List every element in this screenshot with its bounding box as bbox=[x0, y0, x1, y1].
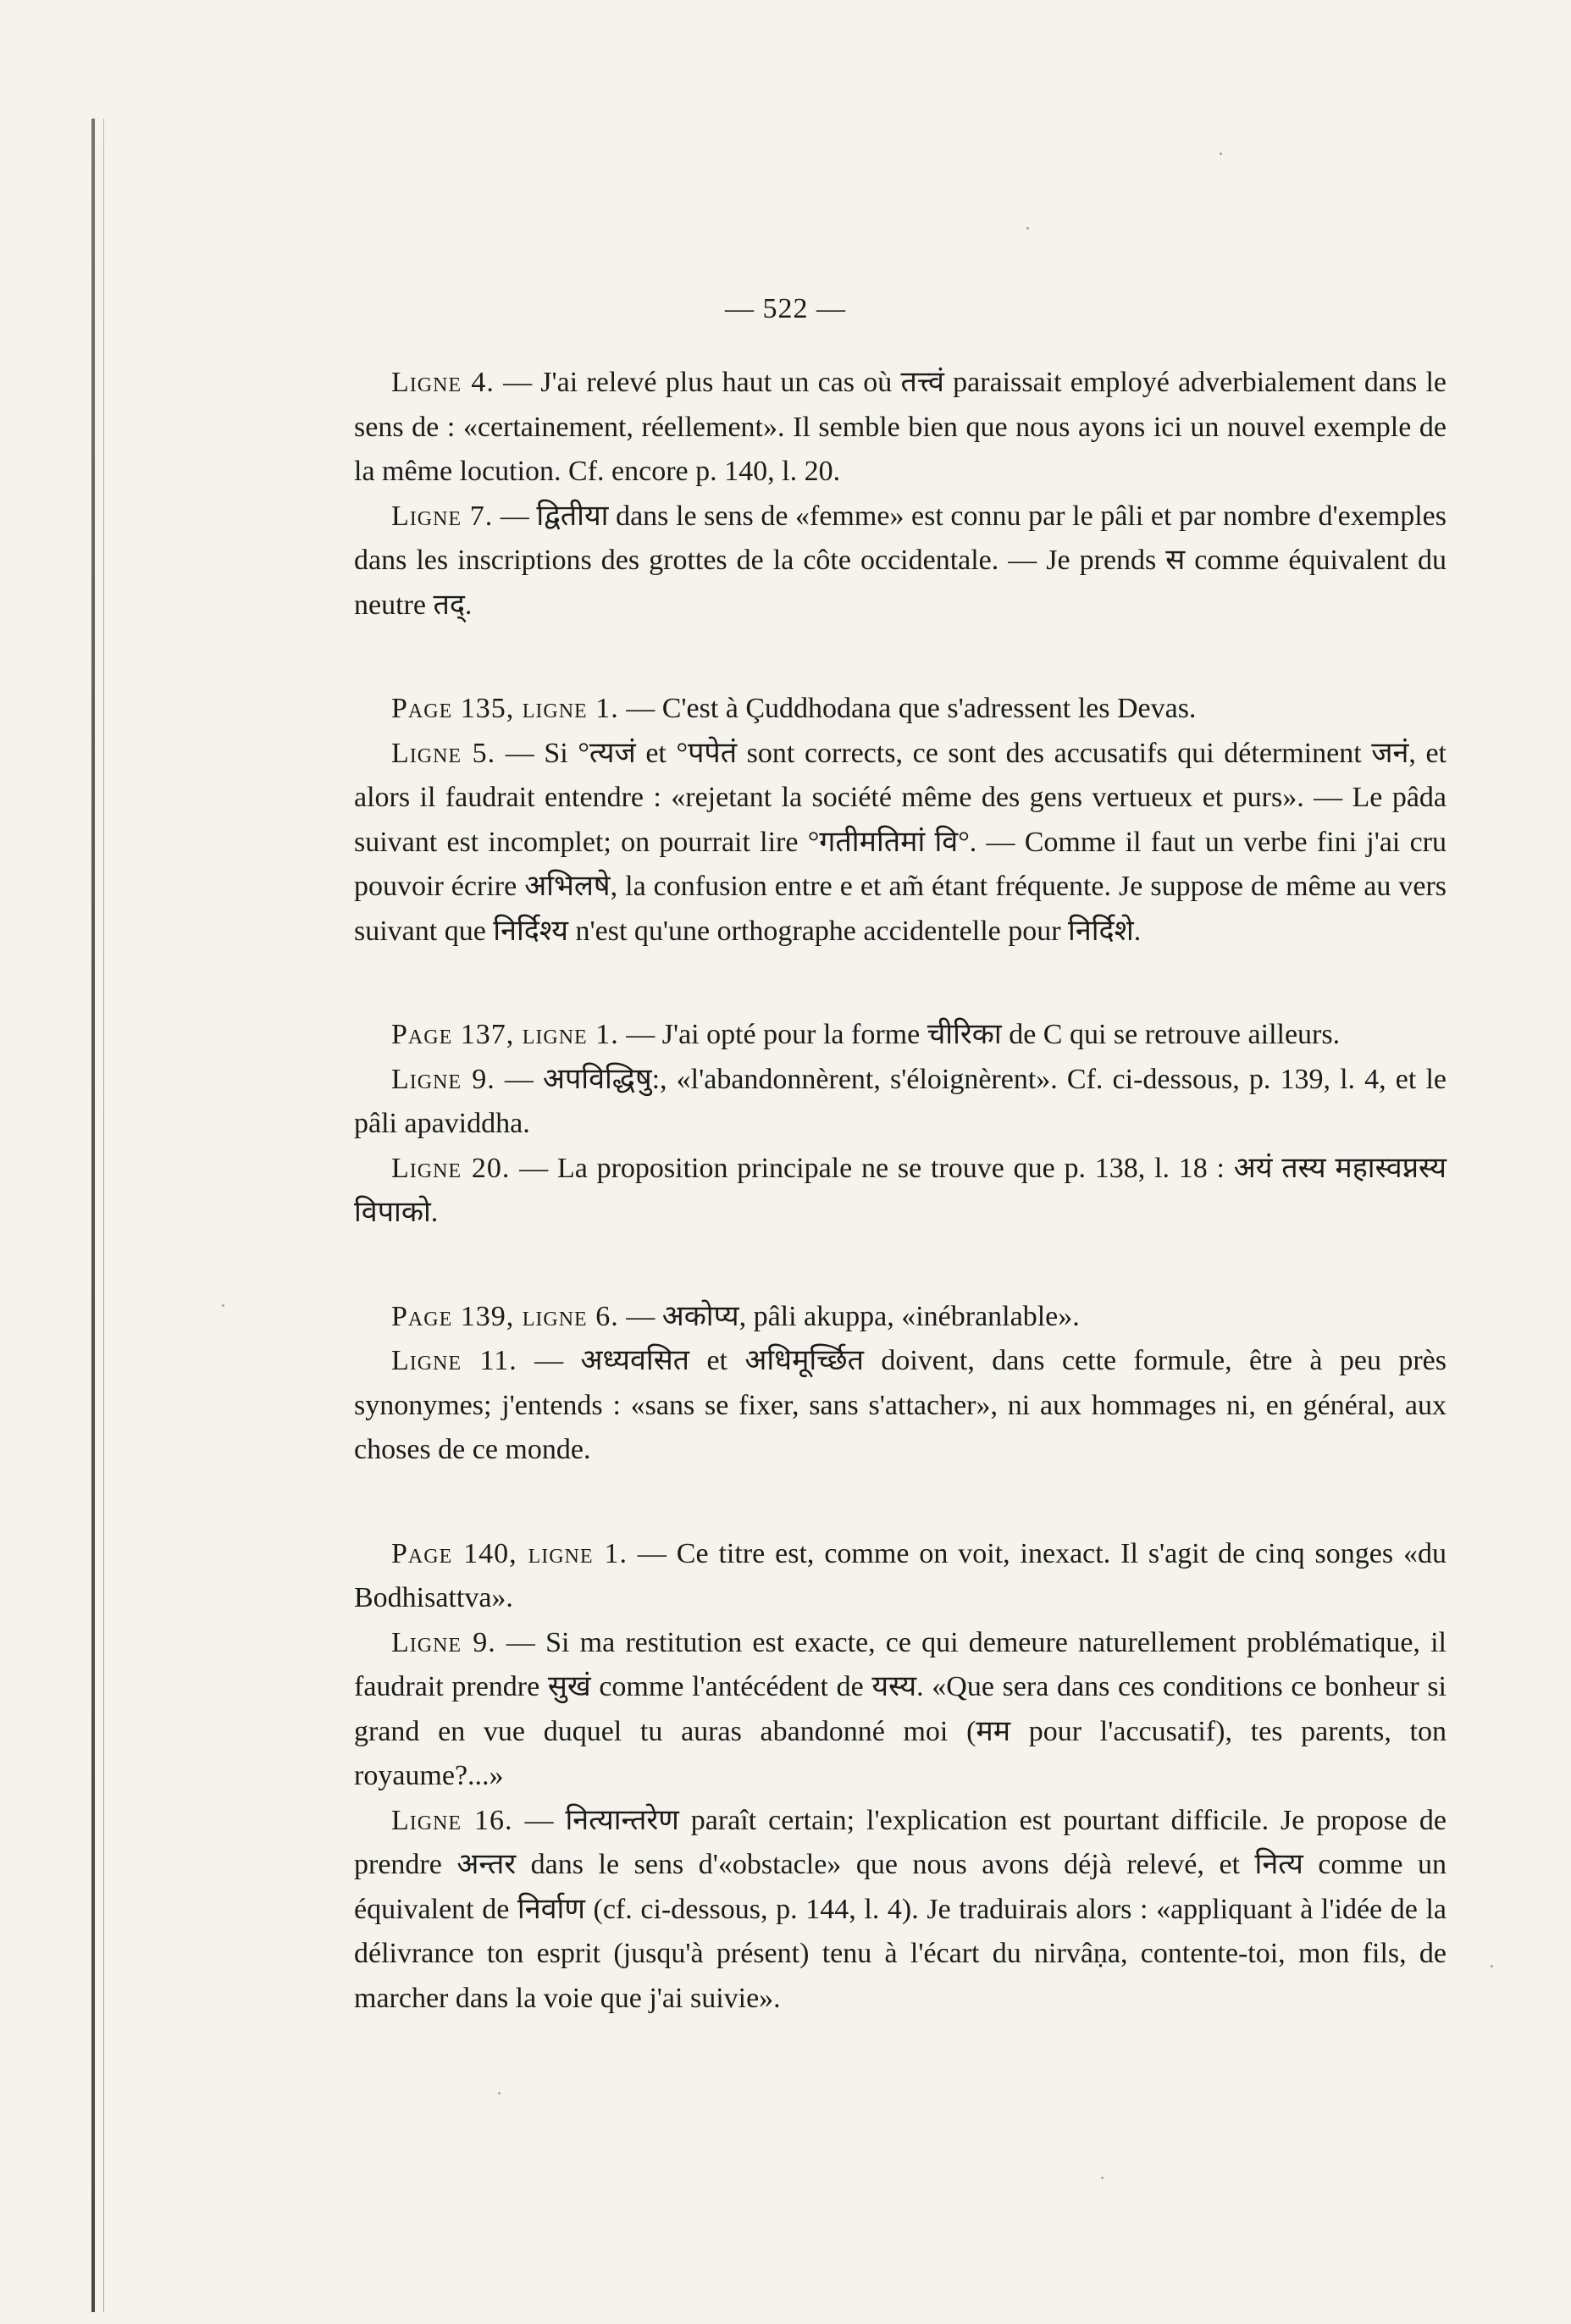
entry-text: — J'ai opté pour la forme चीरिका de C qui se retrouve ailleurs. bbox=[618, 1019, 1341, 1050]
scan-speck bbox=[1101, 2177, 1104, 2179]
entry-text: — Si °त्यजं et °पपेतं sont corrects, ce sont des accusatifs qui déterminent जनं, et alors il faudrait entendre : «rejetant la société même des gens vertueux et purs». — Le pâda suivant est incomplet; on pourrait lire °गतीमतिमां वि°. — Comme il faut un verbe fini j'ai cru pouvoir écrire अभिलषे, la confusion entre e et am̃ étant fréquente. Je suppose de même au vers suivant que निर्दिश्य n'est qu'une orthographe accidentelle pour निर्दिशे. bbox=[354, 737, 1447, 947]
entry-text: — अपविद्धिषु:, «l'abandonnèrent, s'éloignèrent». Cf. ci-dessous, p. 139, l. 4, et le pâli apaviddha. bbox=[354, 1063, 1447, 1139]
entry-label: Ligne 9. bbox=[391, 1063, 495, 1095]
notes-section bbox=[354, 1013, 1447, 1236]
entry-label: Page 137, ligne 1. bbox=[391, 1019, 619, 1050]
notes-section bbox=[354, 687, 1447, 954]
note-entry bbox=[354, 1339, 1447, 1473]
binding-edge-shadow bbox=[103, 119, 104, 2312]
entry-text: — द्वितीया dans le sens de «femme» est connu par le pâli et par nombre d'exemples dans les inscriptions des grottes de la côte occidentale. — Je prends स comme équivalent du neutre तद्. bbox=[354, 500, 1447, 621]
entry-text: — Ce titre est, comme on voit, inexact. Il s'agit de cinq songes «du Bodhisattva». bbox=[354, 1537, 1447, 1613]
note-entry bbox=[354, 361, 1447, 495]
scan-speck bbox=[1220, 152, 1222, 155]
entry-label: Ligne 16. bbox=[391, 1804, 513, 1836]
entry-text: — अध्यवसित et अधिमूर्च्छित doivent, dans cette formule, être à peu près synonymes; j'entends : «sans se fixer, sans s'attacher», ni aux hommages ni, en général, aux choses de ce monde. bbox=[354, 1345, 1447, 1465]
scan-speck bbox=[498, 2092, 501, 2094]
note-entry bbox=[354, 1799, 1447, 2022]
note-entry bbox=[354, 732, 1447, 955]
page-number: — 522 — bbox=[725, 293, 846, 324]
notes-body bbox=[354, 361, 1447, 2021]
entry-text: — La proposition principale ne se trouve que p. 138, l. 18 : अयं तस्य महास्वप्नस्य विपाको. bbox=[354, 1152, 1447, 1228]
note-entry bbox=[354, 1058, 1447, 1147]
entry-label: Ligne 20. bbox=[391, 1152, 511, 1184]
entry-label: Ligne 5. bbox=[391, 737, 496, 769]
binding-edge bbox=[91, 119, 95, 2312]
entry-label: Ligne 7. bbox=[391, 500, 494, 532]
scan-speck bbox=[1491, 1965, 1493, 1967]
entry-label: Ligne 9. bbox=[391, 1626, 496, 1658]
note-entry bbox=[354, 687, 1447, 732]
note-entry bbox=[354, 1295, 1447, 1340]
note-entry bbox=[354, 1013, 1447, 1058]
entry-label: Page 139, ligne 6. bbox=[391, 1300, 619, 1332]
entry-text: — C'est à Çuddhodana que s'adressent les Devas. bbox=[618, 693, 1197, 724]
entry-label: Page 135, ligne 1. bbox=[391, 693, 619, 724]
note-entry bbox=[354, 495, 1447, 628]
entry-label: Page 140, ligne 1. bbox=[391, 1537, 628, 1569]
entry-text: — Si ma restitution est exacte, ce qui demeure naturellement problématique, il faudrait prendre सुखं comme l'antécédent de यस्य. «Que sera dans ces conditions ce bonheur si grand en vue duquel tu auras abandonné moi (मम pour l'accusatif), tes parents, ton royaume?...» bbox=[354, 1626, 1447, 1791]
entry-text: — अकोप्य, pâli akuppa, «inébranlable». bbox=[618, 1300, 1080, 1332]
entry-text: — J'ai relevé plus haut un cas où तत्त्वं paraissait employé adverbialement dans le sens de : «certainement, réellement». Il semble bien que nous ayons ici un nouvel exemple de la même locution. Cf. encore p. 140, l. 20. bbox=[354, 367, 1447, 487]
entry-label: Ligne 4. bbox=[391, 367, 495, 398]
scan-speck bbox=[222, 1304, 224, 1307]
note-entry bbox=[354, 1621, 1447, 1799]
scan-speck bbox=[1026, 227, 1029, 230]
notes-section bbox=[354, 361, 1447, 628]
notes-section bbox=[354, 1532, 1447, 2022]
entry-label: Ligne 11. bbox=[391, 1345, 517, 1376]
note-entry bbox=[354, 1147, 1447, 1236]
note-entry bbox=[354, 1532, 1447, 1621]
entry-text: — नित्यान्तरेण paraît certain; l'explication est pourtant difficile. Je propose de prendre अन्तर dans le sens d'«obstacle» que nous avons déjà relevé, et नित्य comme un équivalent de निर्वाण (cf. ci-dessous, p. 144, l. 4). Je traduirais alors : «appliquant à l'idée de la délivrance ton esprit (jusqu'à présent) tenu à l'écart du nirvâṇa, contente-toi, mon fils, de marcher dans la voie que j'ai suivie». bbox=[354, 1804, 1447, 2014]
notes-section bbox=[354, 1295, 1447, 1473]
